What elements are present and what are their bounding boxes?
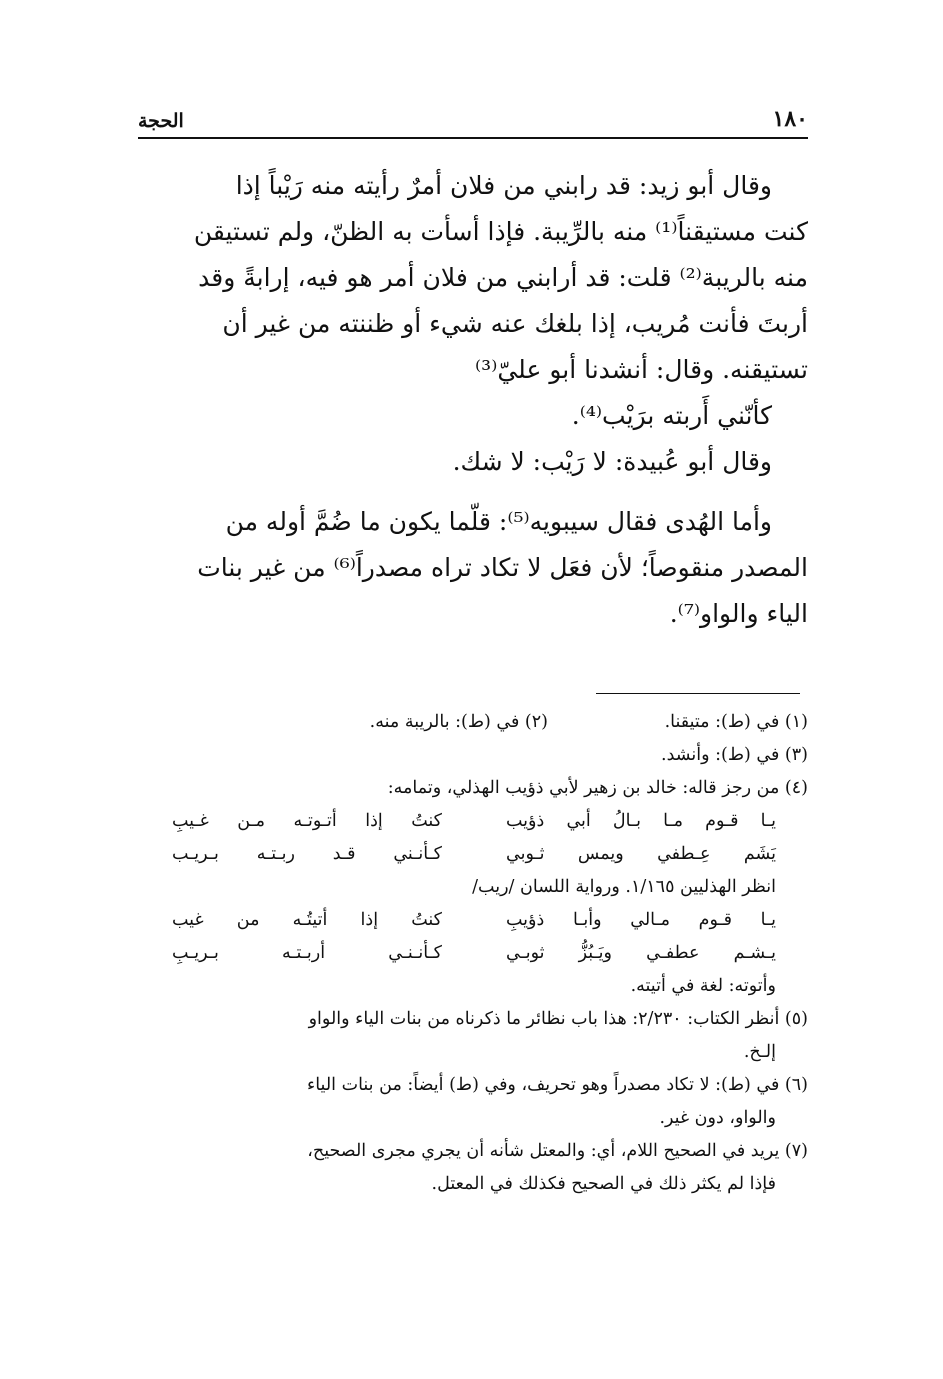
footnote-5: (٥) أنظر الكتاب: ٢/٢٣٠: هذا باب نظائر ما ذكرناه من بنات الياء والواو xyxy=(308,1009,808,1029)
poem-verse xyxy=(132,937,808,970)
text-line: وقال أبو زيد: قد رابني من فلان أمرٌ رأيته منه رَيْباً إذا xyxy=(235,171,772,200)
text-line: وقال أبو عُبيدة: لا رَيْب: لا شك. xyxy=(452,447,772,476)
verse-line: كأنّني أَربته برَيْب⁽⁴⁾. xyxy=(571,401,772,430)
hemistich-left: كنتُ إذا أتـوتـه مـن غـيبِ xyxy=(172,811,442,831)
footnote-6: (٦) في (ط): لا تكاد مصدراً وهو تحريف، وفي (ط) أيضاً: من بنات الياء xyxy=(307,1075,808,1095)
hemistich-right: يـا قـوم مـالي وأبـا ذؤيبِ xyxy=(506,910,776,930)
text-line: الياء والواو⁽⁷⁾. xyxy=(669,599,808,628)
footnote-6-cont: والواو، دون غير. xyxy=(659,1108,776,1128)
page-header xyxy=(138,96,808,132)
poem-verse xyxy=(132,904,808,937)
text-line: تستيقنه. وقال: أنشدنا أبو عليّ⁽³⁾ xyxy=(475,355,808,384)
footnote-3: (٣) في (ط): وأنشد. xyxy=(661,745,808,765)
main-text xyxy=(132,163,808,637)
footnote-note: وأتوته: لغة في أتيته. xyxy=(630,976,776,996)
hemistich-left: كـأنـني قـد ربـتـه بـريـب xyxy=(172,844,442,864)
header-rule xyxy=(138,137,808,139)
footnote-7: (٧) يريد في الصحيح اللام، أي: والمعتل شأنه أن يجري مجرى الصحيح، xyxy=(307,1141,808,1161)
poem-verse xyxy=(132,805,808,838)
page-number: ١٨٠ xyxy=(772,106,808,132)
footnote-reference: انظر الهذليين ١/١٦٥. ورواية اللسان /ريب/ xyxy=(472,877,776,897)
text-line: منه بالريبة⁽²⁾ قلت: قد أرابني من فلان أمر هو فيه، إرابةً وقد xyxy=(198,263,808,292)
hemistich-left: كنتُ إذا أتيتُـه من غيب xyxy=(172,910,442,930)
text-line: المصدر منقوصاً؛ لأن فعَل لا تكاد تراه مصدراً⁽⁶⁾ من غير بنات xyxy=(197,553,808,582)
footnote-2: (٢) في (ط): بالريبة منه. xyxy=(369,712,548,732)
text-line: كنت مستيقناً⁽¹⁾ منه بالرِّيبة. فإذا أسأت به الظنّ، ولم تستيقن xyxy=(193,217,808,246)
footnote-1: (١) في (ط): متيقنا. xyxy=(664,712,808,732)
paragraph-gap xyxy=(132,485,808,499)
hemistich-right: يَشَم عِـطفي ويمس ثـوبي xyxy=(506,844,776,864)
hemistich-left: كـأنـنـي أربـتـه بـريـبِ xyxy=(172,943,442,963)
footnote-4: (٤) من رجز قاله: خالد بن زهير لأبي ذؤيب الهذلي، وتمامه: xyxy=(387,778,808,798)
footnotes xyxy=(132,706,808,1201)
footnote-row xyxy=(132,706,808,739)
running-title: الحجة xyxy=(138,110,184,132)
footnote-7-cont: فإذا لم يكثر ذلك في الصحيح فكذلك في المعتل. xyxy=(431,1174,776,1194)
text-line: أربتَ فأنت مُريب، إذا بلغك عنه شيء أو ظننته من غير أن xyxy=(222,309,808,338)
text-line: وأما الهُدى فقال سيبويه⁽⁵⁾: قلّما يكون ما ضُمَّ أوله من xyxy=(225,507,772,536)
hemistich-right: يـا قـوم مـا بـالُ أبي ذؤيب xyxy=(506,811,776,831)
footnote-5-cont: إلـخ. xyxy=(743,1042,776,1062)
footnote-separator xyxy=(596,693,800,694)
hemistich-right: يـشـم عطفـي ويَـبُزُّ ثوبـي xyxy=(506,943,776,963)
poem-verse xyxy=(132,838,808,871)
